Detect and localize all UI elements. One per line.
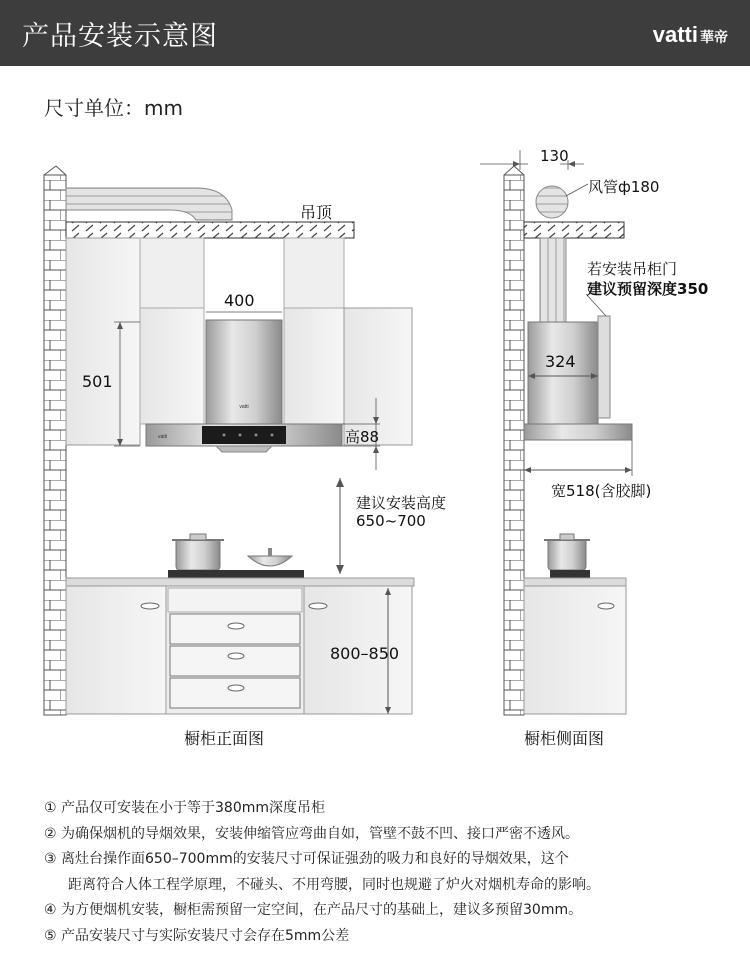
side-duct bbox=[540, 238, 566, 322]
side-pot bbox=[548, 540, 586, 570]
hood-depth-label: 324 bbox=[545, 352, 576, 371]
front-wok bbox=[248, 556, 292, 566]
front-countertop bbox=[66, 578, 414, 586]
svg-text:vatti: vatti bbox=[158, 434, 168, 440]
side-hood-body bbox=[524, 424, 632, 440]
cabinet-height-label: 501 bbox=[82, 372, 113, 391]
front-stove bbox=[168, 570, 304, 578]
note-item: ③ 离灶台操作面650–700mm的安装尺寸可保证强劲的吸力和良好的导烟效果，这个 bbox=[44, 851, 569, 867]
side-countertop bbox=[524, 578, 626, 586]
duct-diameter-label: 风管ф180 bbox=[588, 178, 660, 196]
brand-name: vatti bbox=[652, 22, 698, 47]
front-ceiling bbox=[66, 222, 354, 238]
side-caption: 橱柜侧面图 bbox=[524, 729, 605, 748]
front-caption: 橱柜正面图 bbox=[184, 729, 265, 748]
counter-height-label: 800–850 bbox=[330, 644, 400, 663]
front-upper-cabinet-right bbox=[344, 308, 412, 445]
side-view bbox=[480, 150, 632, 715]
svg-text:vatti: vatti bbox=[239, 404, 249, 410]
hood-width-side-label: 宽518(含胶脚) bbox=[551, 482, 652, 500]
note-item: 距离符合人体工程学原理，不碰头、不用弯腰，同时也规避了炉火对烟机寿命的影响。 bbox=[68, 876, 600, 893]
note-item: ⑤ 产品安装尺寸与实际安装尺寸会存在5mm公差 bbox=[44, 927, 350, 944]
install-height-value: 650~700 bbox=[356, 512, 426, 530]
front-duct bbox=[66, 188, 232, 220]
note-item: ② 为确保烟机的导烟效果，安装伸缩管应弯曲自如，管壁不鼓不凹、接口严密不透风。 bbox=[44, 825, 579, 842]
note-item: ① 产品仅可安装在小于等于380mm深度吊柜 bbox=[44, 800, 325, 816]
page-title: 产品安装示意图 bbox=[22, 21, 218, 52]
note-item: ④ 为方便烟机安装，橱柜需预留一定空间，在产品尺寸的基础上，建议多预留30mm。 bbox=[44, 902, 583, 918]
side-ceiling bbox=[524, 222, 624, 238]
ceiling-label: 吊顶 bbox=[300, 203, 333, 222]
front-pot bbox=[176, 540, 220, 570]
hood-panel-height-label: 高88 bbox=[345, 428, 380, 446]
unit-label: 尺寸单位：mm bbox=[44, 96, 183, 120]
side-duct-section bbox=[536, 186, 568, 218]
cabinet-note-line1: 若安装吊柜门 bbox=[587, 260, 678, 278]
hood-width-label: 400 bbox=[224, 291, 255, 310]
side-wall bbox=[504, 175, 524, 715]
side-cabinet-door bbox=[598, 316, 610, 418]
brand-name-cn: 華帝 bbox=[700, 29, 728, 45]
install-height-label: 建议安装高度 bbox=[356, 494, 447, 512]
installation-notes bbox=[44, 796, 734, 949]
cabinet-note-line2: 建议预留深度350 bbox=[587, 280, 709, 298]
front-upper-cabinet-left bbox=[66, 238, 140, 445]
front-wall bbox=[44, 175, 66, 715]
side-hood-chimney bbox=[528, 322, 598, 424]
duct-offset-label: 130 bbox=[540, 147, 569, 165]
